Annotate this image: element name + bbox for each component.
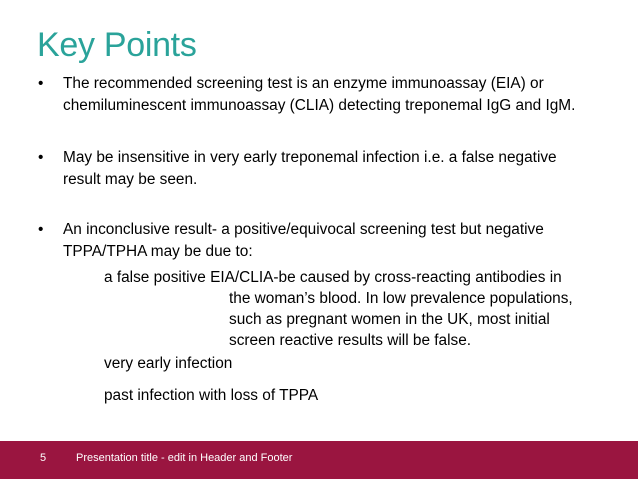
bullet-text-line: TPPA/TPHA may be due to: <box>63 243 253 260</box>
bullet-text-line: chemiluminescent immunoassay (CLIA) detecting treponemal IgG and IgM. <box>63 97 576 114</box>
sub-item-early-infection <box>104 353 604 374</box>
bullet-text-line: The recommended screening test is an enzyme immunoassay (EIA) or <box>63 75 544 92</box>
sub-item-line: past infection with loss of TPPA <box>104 387 319 404</box>
sub-item-line: the woman’s blood. In low prevalence populations, <box>229 290 573 307</box>
slide-title: Key Points <box>37 26 197 64</box>
bullet-marker: • <box>38 75 44 92</box>
bullet-marker: • <box>38 221 44 238</box>
sub-item-line: very early infection <box>104 355 233 372</box>
sub-item-line: a false positive EIA/CLIA-be caused by cross-reacting antibodies in <box>104 269 562 286</box>
footer-text: Presentation title - edit in Header and Footer <box>76 452 293 464</box>
sub-item-line: such as pregnant women in the UK, most initial <box>229 311 550 328</box>
bullet-marker: • <box>38 149 44 166</box>
bullet-item-2 <box>38 147 598 191</box>
bullet-text-line: An inconclusive result- a positive/equivocal screening test but negative <box>63 221 544 238</box>
bullet-item-3 <box>38 219 598 263</box>
bullet-item-1 <box>38 73 598 117</box>
sub-item-line: screen reactive results will be false. <box>229 332 472 349</box>
footer-bar <box>0 441 638 479</box>
bullet-text-line: result may be seen. <box>63 171 198 188</box>
page-number: 5 <box>40 452 47 464</box>
sub-item-false-positive <box>104 267 604 351</box>
bullet-text-line: May be insensitive in very early treponemal infection i.e. a false negative <box>63 149 557 166</box>
sub-item-past-infection <box>104 385 604 406</box>
